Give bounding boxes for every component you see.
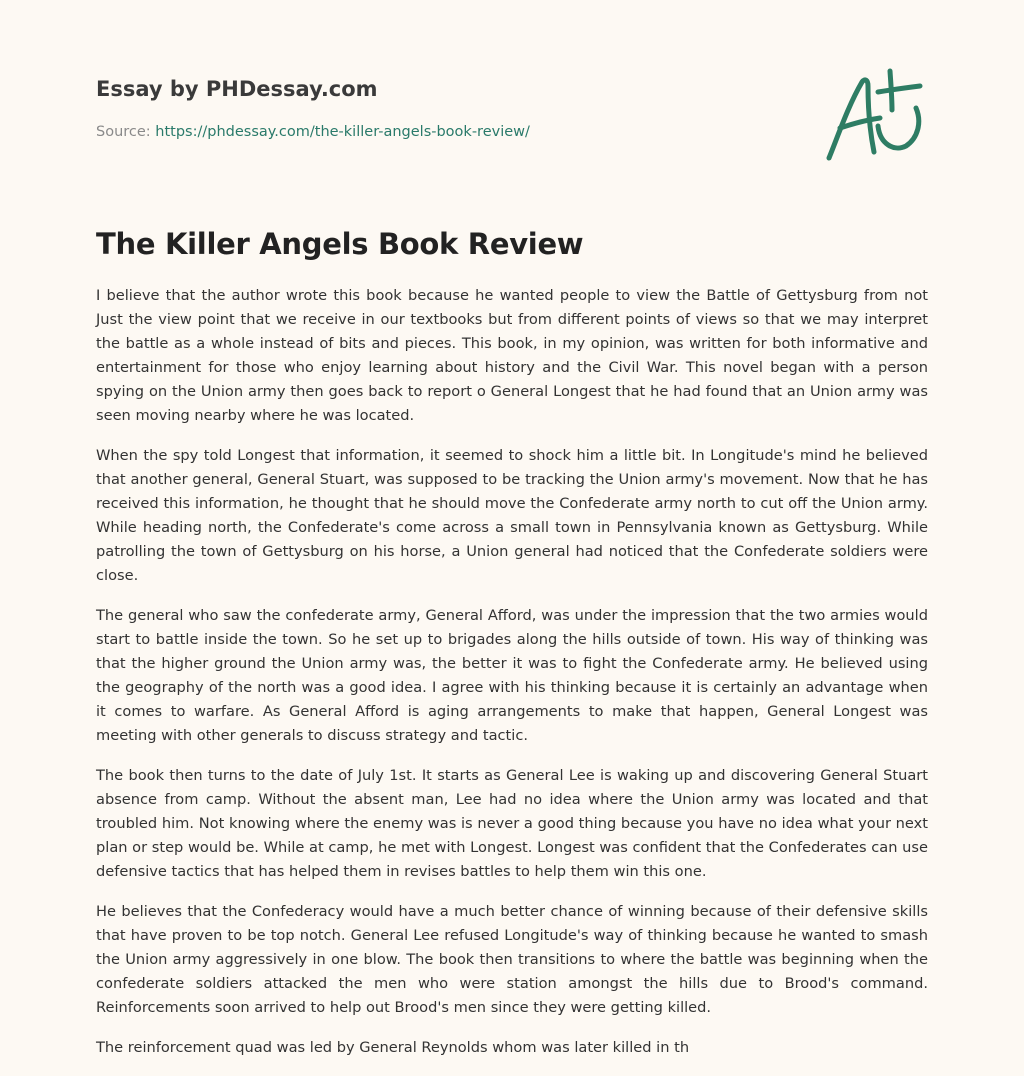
source-line [96, 122, 716, 142]
essay-paragraph: When the spy told Longest that information, it seemed to shock him a little bit. In Longitude's mind he believed that another general, General Stuart, was supposed to be tracking the Union army's movement. Now that he has received this information, he thought that he should move the Confederate army north to cut off the Union army. While heading north, the Confederate's come across a small town in Pennsylvania known as Gettysburg. While patrolling the town of Gettysburg on his horse, a Union general had noticed that the Confederate soldiers were close. [96, 447, 928, 584]
site-title: Essay by PHDessay.com [96, 77, 378, 101]
source-link[interactable]: https://phdessay.com/the-killer-angels-book-review/ [155, 124, 530, 140]
essay-paragraph: The book then turns to the date of July 1st. It starts as General Lee is waking up and discovering General Stuart absence from camp. Without the absent man, Lee had no idea where the Union army was located and that troubled him. Not knowing where the enemy was is never a good thing because you have no idea what your next plan or step would be. While at camp, he met with Longest. Longest was confident that the Confederates can use defensive tactics that has helped them in revises battles to help them win this one. [96, 767, 928, 880]
essay-paragraph: He believes that the Confederacy would have a much better chance of winning because of their defensive skills that have proven to be top notch. General Lee refused Longitude's way of thinking because he wanted to smash the Union army aggressively in one blow. The book then transitions to where the battle was beginning when the confederate soldiers attacked the men who were station amongst the hills due to Brood's command. Reinforcements soon arrived to help out Brood's men since they were getting killed. [96, 903, 928, 1016]
essay-paragraph: I believe that the author wrote this book because he wanted people to view the Battle of Gettysburg from not Just the view point that we receive in our textbooks but from different points of views so that we may interpret the battle as a whole instead of bits and pieces. This book, in my opinion, was written for both informative and entertainment for those who enjoy learning about history and the Civil War. This novel began with a person spying on the Union army then goes back to report o General Longest that he had found that an Union army was seen moving nearby where he was located. [96, 287, 928, 424]
source-label: Source: [96, 124, 156, 140]
essay-paragraph: The general who saw the confederate army, General Afford, was under the impression that the two armies would start to battle inside the town. So he set up to brigades along the hills outside of town. His way of thinking was that the higher ground the Union army was, the better it was to fight the Confederate army. He believed using the geography of the north was a good idea. I agree with his thinking because it is certainly an advantage when it comes to warfare. As General Afford is aging arrangements to make that happen, General Longest was meeting with other generals to discuss strategy and tactic. [96, 607, 928, 744]
essay-title: The Killer Angels Book Review [96, 227, 584, 261]
essay-paragraph-truncated: The reinforcement quad was led by General Reynolds whom was later killed in th [96, 1039, 690, 1056]
a-plus-logo-svg [820, 66, 930, 166]
a-plus-grade-icon [820, 66, 930, 166]
essay-body [96, 284, 928, 1076]
essay-header [96, 74, 716, 142]
